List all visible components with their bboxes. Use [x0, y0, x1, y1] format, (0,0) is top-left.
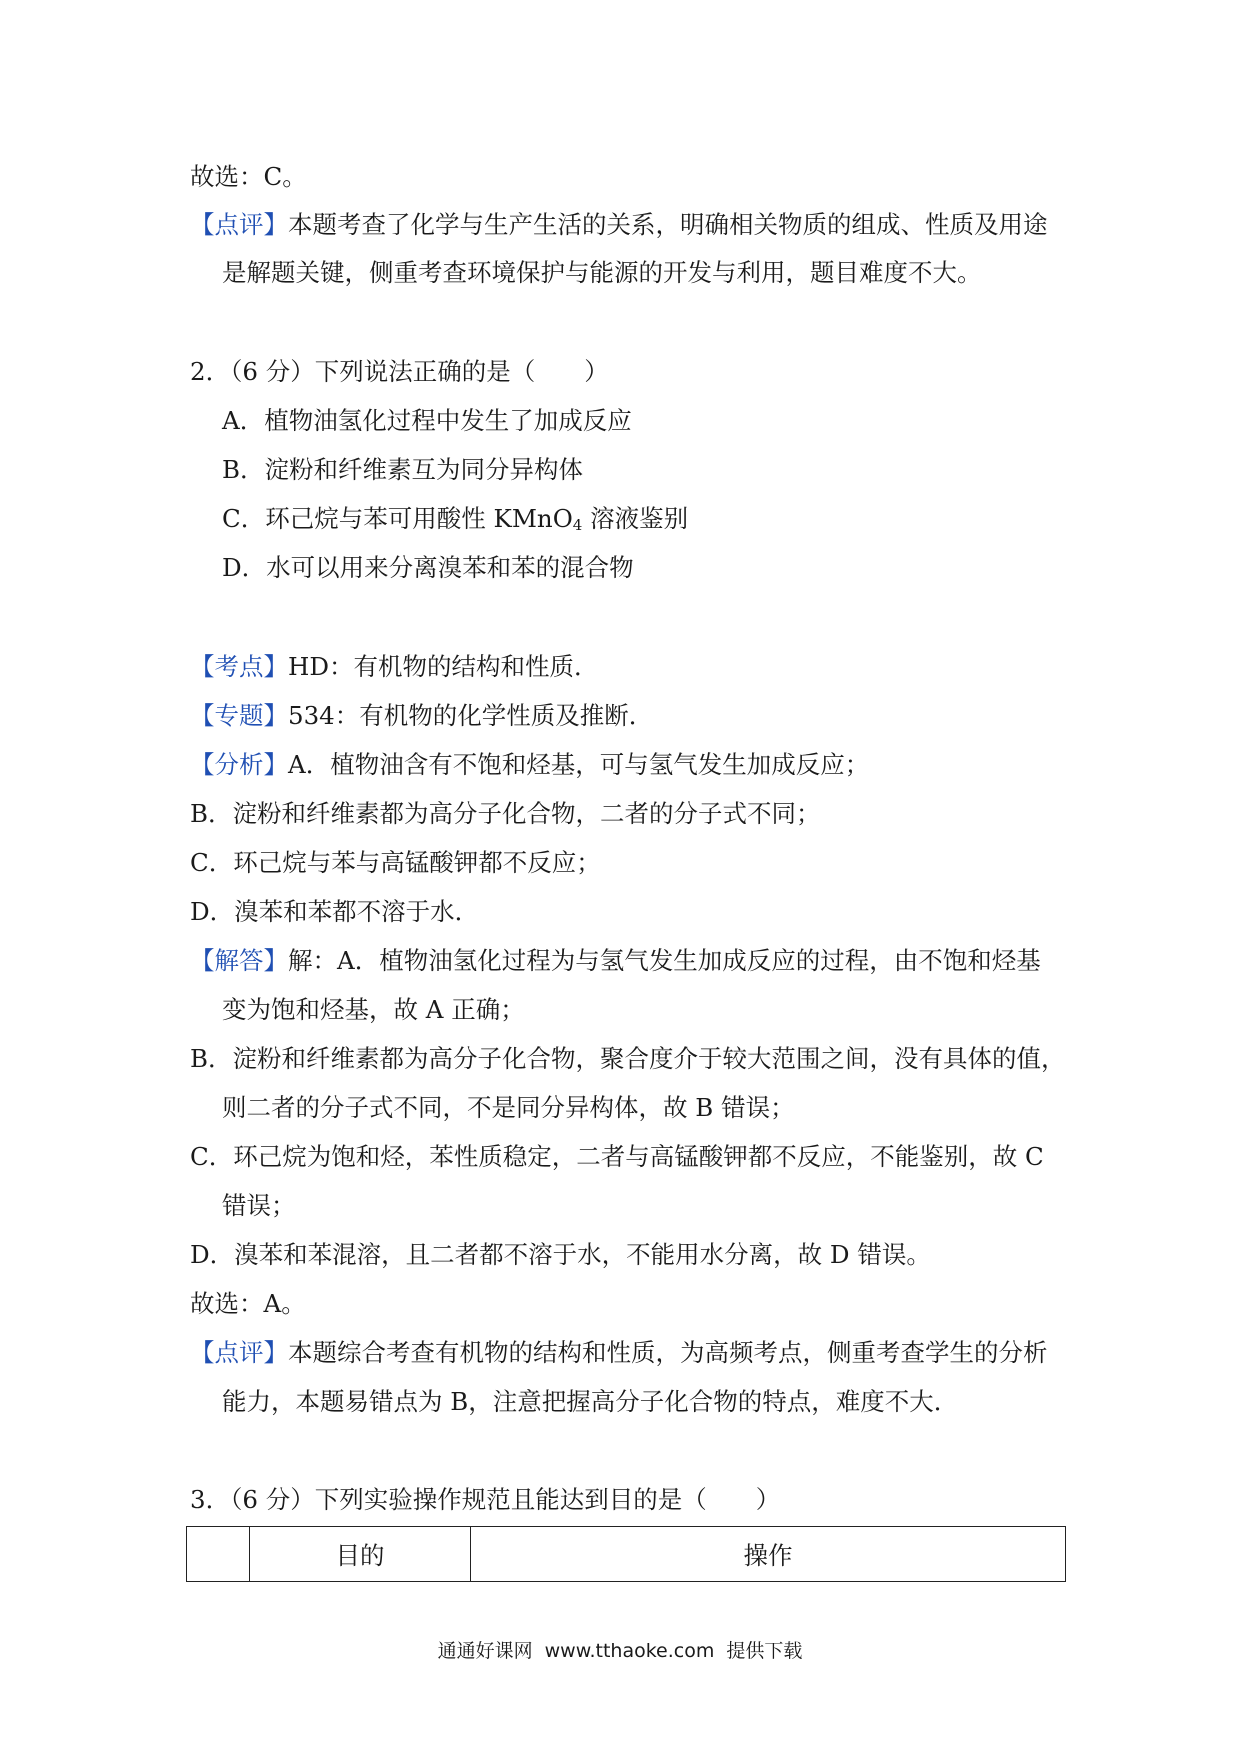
q2-option-c-pre: C．环己烷与苯可用酸性 KMnO: [222, 504, 573, 533]
q2-option-c: [222, 502, 1102, 536]
table-header-cell: 操作: [471, 1527, 1066, 1582]
footer-url[interactable]: www.tthaoke.com: [544, 1640, 715, 1662]
q2-option-b: B．淀粉和纤维素互为同分异构体: [222, 455, 584, 484]
zhuanti-tag: 【专题】: [190, 701, 288, 730]
q2-jieda-a2: 变为饱和烃基，故 A 正确；: [222, 995, 525, 1024]
fenxi-a: A．植物油含有不饱和烃基，可与氢气发生加成反应；: [288, 750, 870, 779]
table-header-cell: [187, 1527, 250, 1582]
kaodian-text: HD：有机物的结构和性质．: [288, 652, 599, 681]
q2-zhuanti: [190, 699, 1070, 733]
q2-comment-line1: [190, 1336, 1070, 1370]
q2-option-d: D．水可以用来分离溴苯和苯的混合物: [222, 553, 634, 582]
q2-option-c-post: 溶液鉴别: [582, 504, 689, 533]
footer-note: 提供下载: [726, 1640, 803, 1662]
footer-site: 通通好课网: [437, 1640, 533, 1662]
jieda-tag: 【解答】: [190, 946, 288, 975]
q3-table: [186, 1526, 1066, 1582]
jieda-a1: 解：A．植物油氢化过程为与氢气发生加成反应的过程，由不饱和烃基: [288, 946, 1041, 975]
q2-jieda-c2: 错误；: [222, 1191, 296, 1220]
fenxi-tag: 【分析】: [190, 750, 288, 779]
q2-jieda-b1: B．淀粉和纤维素都为高分子化合物，聚合度介于较大范围之间，没有具体的值，: [190, 1044, 1066, 1073]
q2-jieda-b2: 则二者的分子式不同，不是同分异构体，故 B 错误；: [222, 1093, 795, 1122]
q3-stem: 3．（6 分）下列实验操作规范且能达到目的是（ ）: [190, 1485, 781, 1514]
prev-comment-line1: [190, 208, 1070, 242]
comment-tag: 【点评】: [190, 210, 288, 239]
q2-stem: 2．（6 分）下列说法正确的是（ ）: [190, 357, 609, 386]
comment-text: 本题考查了化学与生产生活的关系，明确相关物质的组成、性质及用途: [288, 210, 1048, 239]
q2-select: 故选：A。: [190, 1289, 306, 1318]
q2-fenxi-c: C．环己烷与苯与高锰酸钾都不反应；: [190, 848, 601, 877]
q2-fenxi: [190, 748, 1070, 782]
q2-jieda-d: D．溴苯和苯混溶，且二者都不溶于水，不能用水分离，故 D 错误。: [190, 1240, 931, 1269]
table-header-row: [187, 1527, 1066, 1582]
q2-kaodian: [190, 650, 1070, 684]
q2-jieda-c1: C．环己烷为饱和烃，苯性质稳定，二者与高锰酸钾都不反应，不能鉴别，故 C: [190, 1142, 1044, 1171]
comment-tag: 【点评】: [190, 1338, 288, 1367]
prev-select: 故选：C。: [190, 162, 307, 191]
q2-comment-line2: 能力，本题易错点为 B，注意把握高分子化合物的特点，难度不大．: [222, 1387, 959, 1416]
table-header-cell: 目的: [250, 1527, 471, 1582]
q2-jieda: [190, 944, 1070, 978]
prev-comment-line2: 是解题关键，侧重考查环境保护与能源的开发与利用，题目难度不大。: [222, 258, 982, 287]
q2-option-c-sub: 4: [572, 516, 583, 534]
kaodian-tag: 【考点】: [190, 652, 288, 681]
comment-text: 本题综合考查有机物的结构和性质，为高频考点，侧重考查学生的分析: [288, 1338, 1048, 1367]
q2-option-a: A．植物油氢化过程中发生了加成反应: [222, 406, 632, 435]
page-footer: [0, 1636, 1240, 1663]
q2-fenxi-b: B．淀粉和纤维素都为高分子化合物，二者的分子式不同；: [190, 799, 821, 828]
zhuanti-text: 534：有机物的化学性质及推断．: [288, 701, 654, 730]
q2-fenxi-d: D．溴苯和苯都不溶于水．: [190, 897, 480, 926]
